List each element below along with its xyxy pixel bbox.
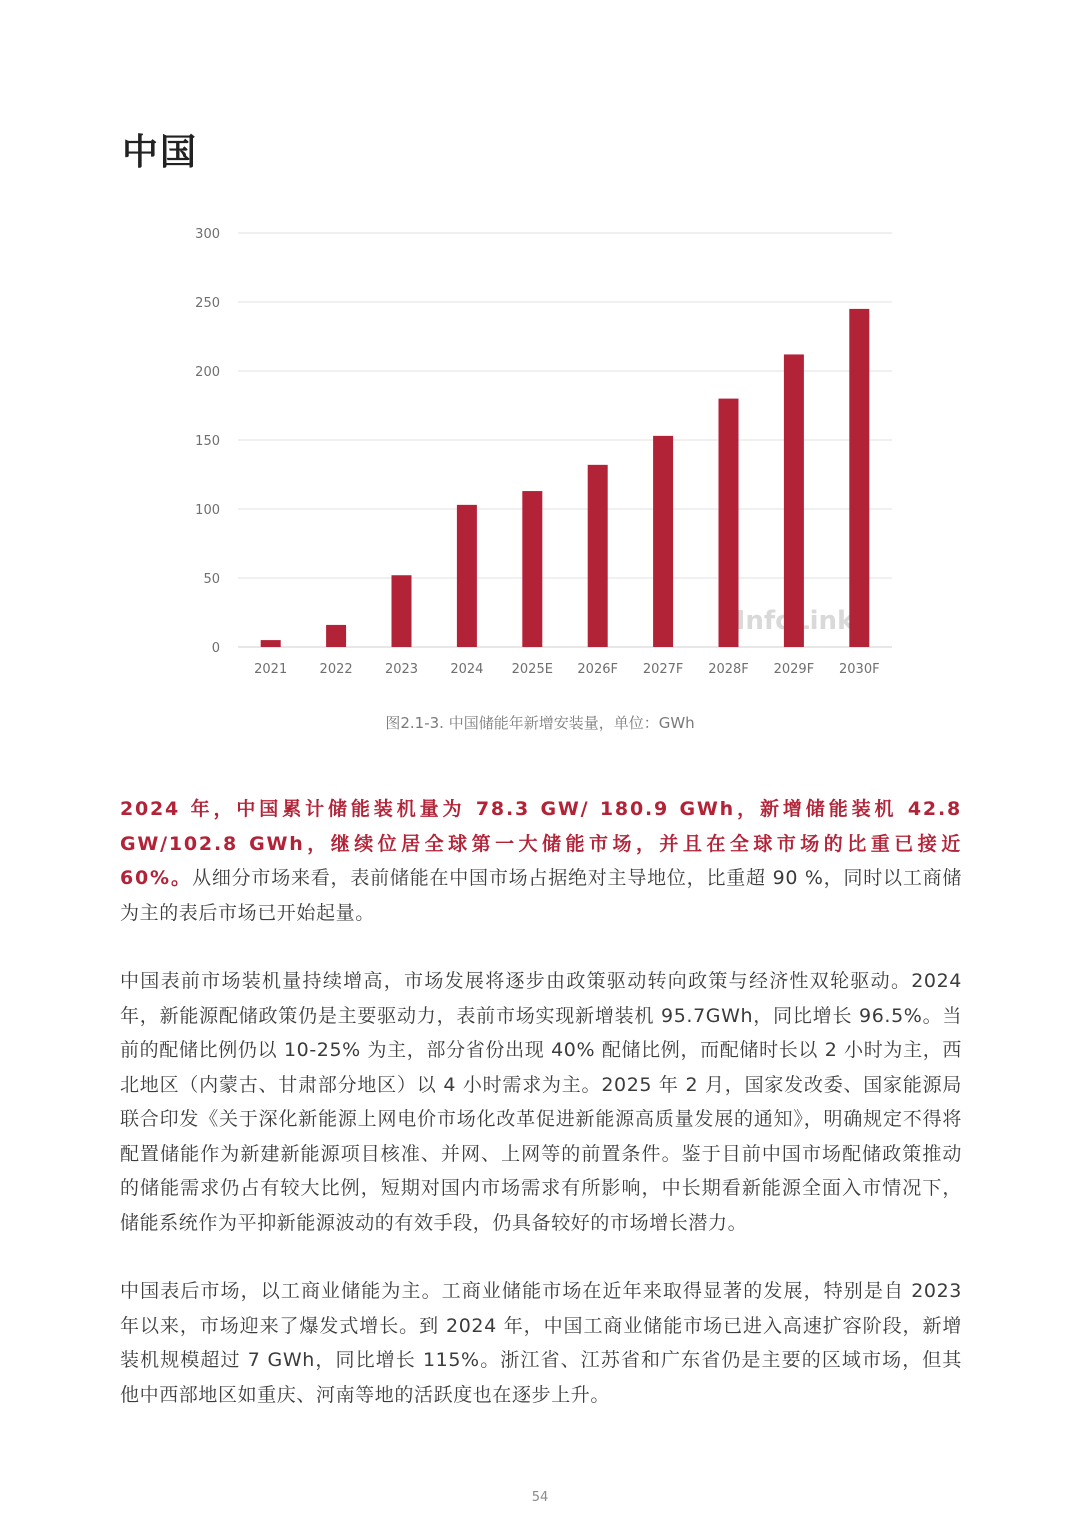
bar <box>588 465 608 647</box>
bar <box>326 625 346 647</box>
x-tick-label: 2021 <box>254 662 288 677</box>
page-number: 54 <box>531 1490 549 1505</box>
paragraph-2: 中国表前市场装机量持续增高，市场发展将逐步由政策驱动转向政策与经济性双轮驱动。2024 年，新能源配储政策仍是主要驱动力，表前市场实现新增装机 95.7GWh，同比增长 96.5%。当前的配储比例仍以 10-25% 为主，部分省份出现 40% 配储比例，而配储时长以 2 小时为主，西北地区（内蒙古、甘肃部分地区）以 4 小时需求为主。2025 年 2 月，国家发改委、国家能源局联合印发《关于深化新能源上网电价市场化改革促进新能源高质量发展的通知》，明确规定不得将配置储能作为新建新能源项目核准、并网、上网等的前置条件。鉴于目前中国市场配储政策推动的储能需求仍占有较大比例，短期对国内市场需求有所影响，中长期看新能源全面入市情况下，储能系统作为平抑新能源波动的有效手段，仍具备较好的市场增长潜力。 <box>120 970 962 1234</box>
y-tick-label: 0 <box>211 641 220 656</box>
bar <box>849 309 869 647</box>
x-tick-label: 2026F <box>577 662 618 677</box>
paragraph-1-rest: 从细分市场来看，表前储能在中国市场占据绝对主导地位，比重超 90 %，同时以工商储为主的表后市场已开始起量。 <box>120 867 962 924</box>
figure-caption: 图2.1-3. 中国储能年新增安装量，单位：GWh <box>385 714 695 732</box>
highlight-text: 2024 年，中国累计储能装机量为 78.3 GW/ 180.9 GWh，新增储能装机 42.8 GW/102.8 GWh，继续位居全球第一大储能市场，并且在全球市场的比重已接近 60%。 <box>120 798 962 889</box>
paragraph-3: 中国表后市场，以工商业储能为主。工商业储能市场在近年来取得显著的发展，特别是自 2023 年以来，市场迎来了爆发式增长。到 2024 年，中国工商业储能市场已进入高速扩容阶段，新增装机规模超过 7 GWh，同比增长 115%。浙江省、江苏省和广东省仍是主要的区域市场，但其他中西部地区如重庆、河南等地的活跃度也在逐步上升。 <box>120 1280 962 1406</box>
body-text <box>120 792 962 1412</box>
bar <box>719 399 739 647</box>
x-tick-label: 2023 <box>384 662 419 677</box>
paragraph-1 <box>120 792 962 930</box>
x-tick-label: 2025E <box>511 662 553 677</box>
y-tick-label: 200 <box>195 365 220 380</box>
bar-chart <box>180 215 900 690</box>
x-tick-label: 2022 <box>319 662 353 677</box>
x-tick-label: 2030F <box>839 662 880 677</box>
page-title: 中国 <box>122 132 199 173</box>
x-tick-label: 2029F <box>773 662 815 677</box>
bar <box>653 436 673 647</box>
bar <box>457 505 477 647</box>
x-tick-label: 2024 <box>450 662 484 677</box>
y-tick-label: 250 <box>195 296 220 311</box>
bar <box>261 640 281 647</box>
bar <box>392 575 412 647</box>
x-tick-label: 2028F <box>708 662 749 677</box>
y-tick-label: 100 <box>195 503 220 518</box>
bar-chart-svg <box>180 215 900 690</box>
y-tick-label: 150 <box>195 434 220 449</box>
y-tick-label: 50 <box>203 572 220 587</box>
y-tick-label: 300 <box>195 227 220 242</box>
bar <box>784 354 804 647</box>
bar <box>522 491 542 647</box>
x-tick-label: 2027F <box>642 662 684 677</box>
